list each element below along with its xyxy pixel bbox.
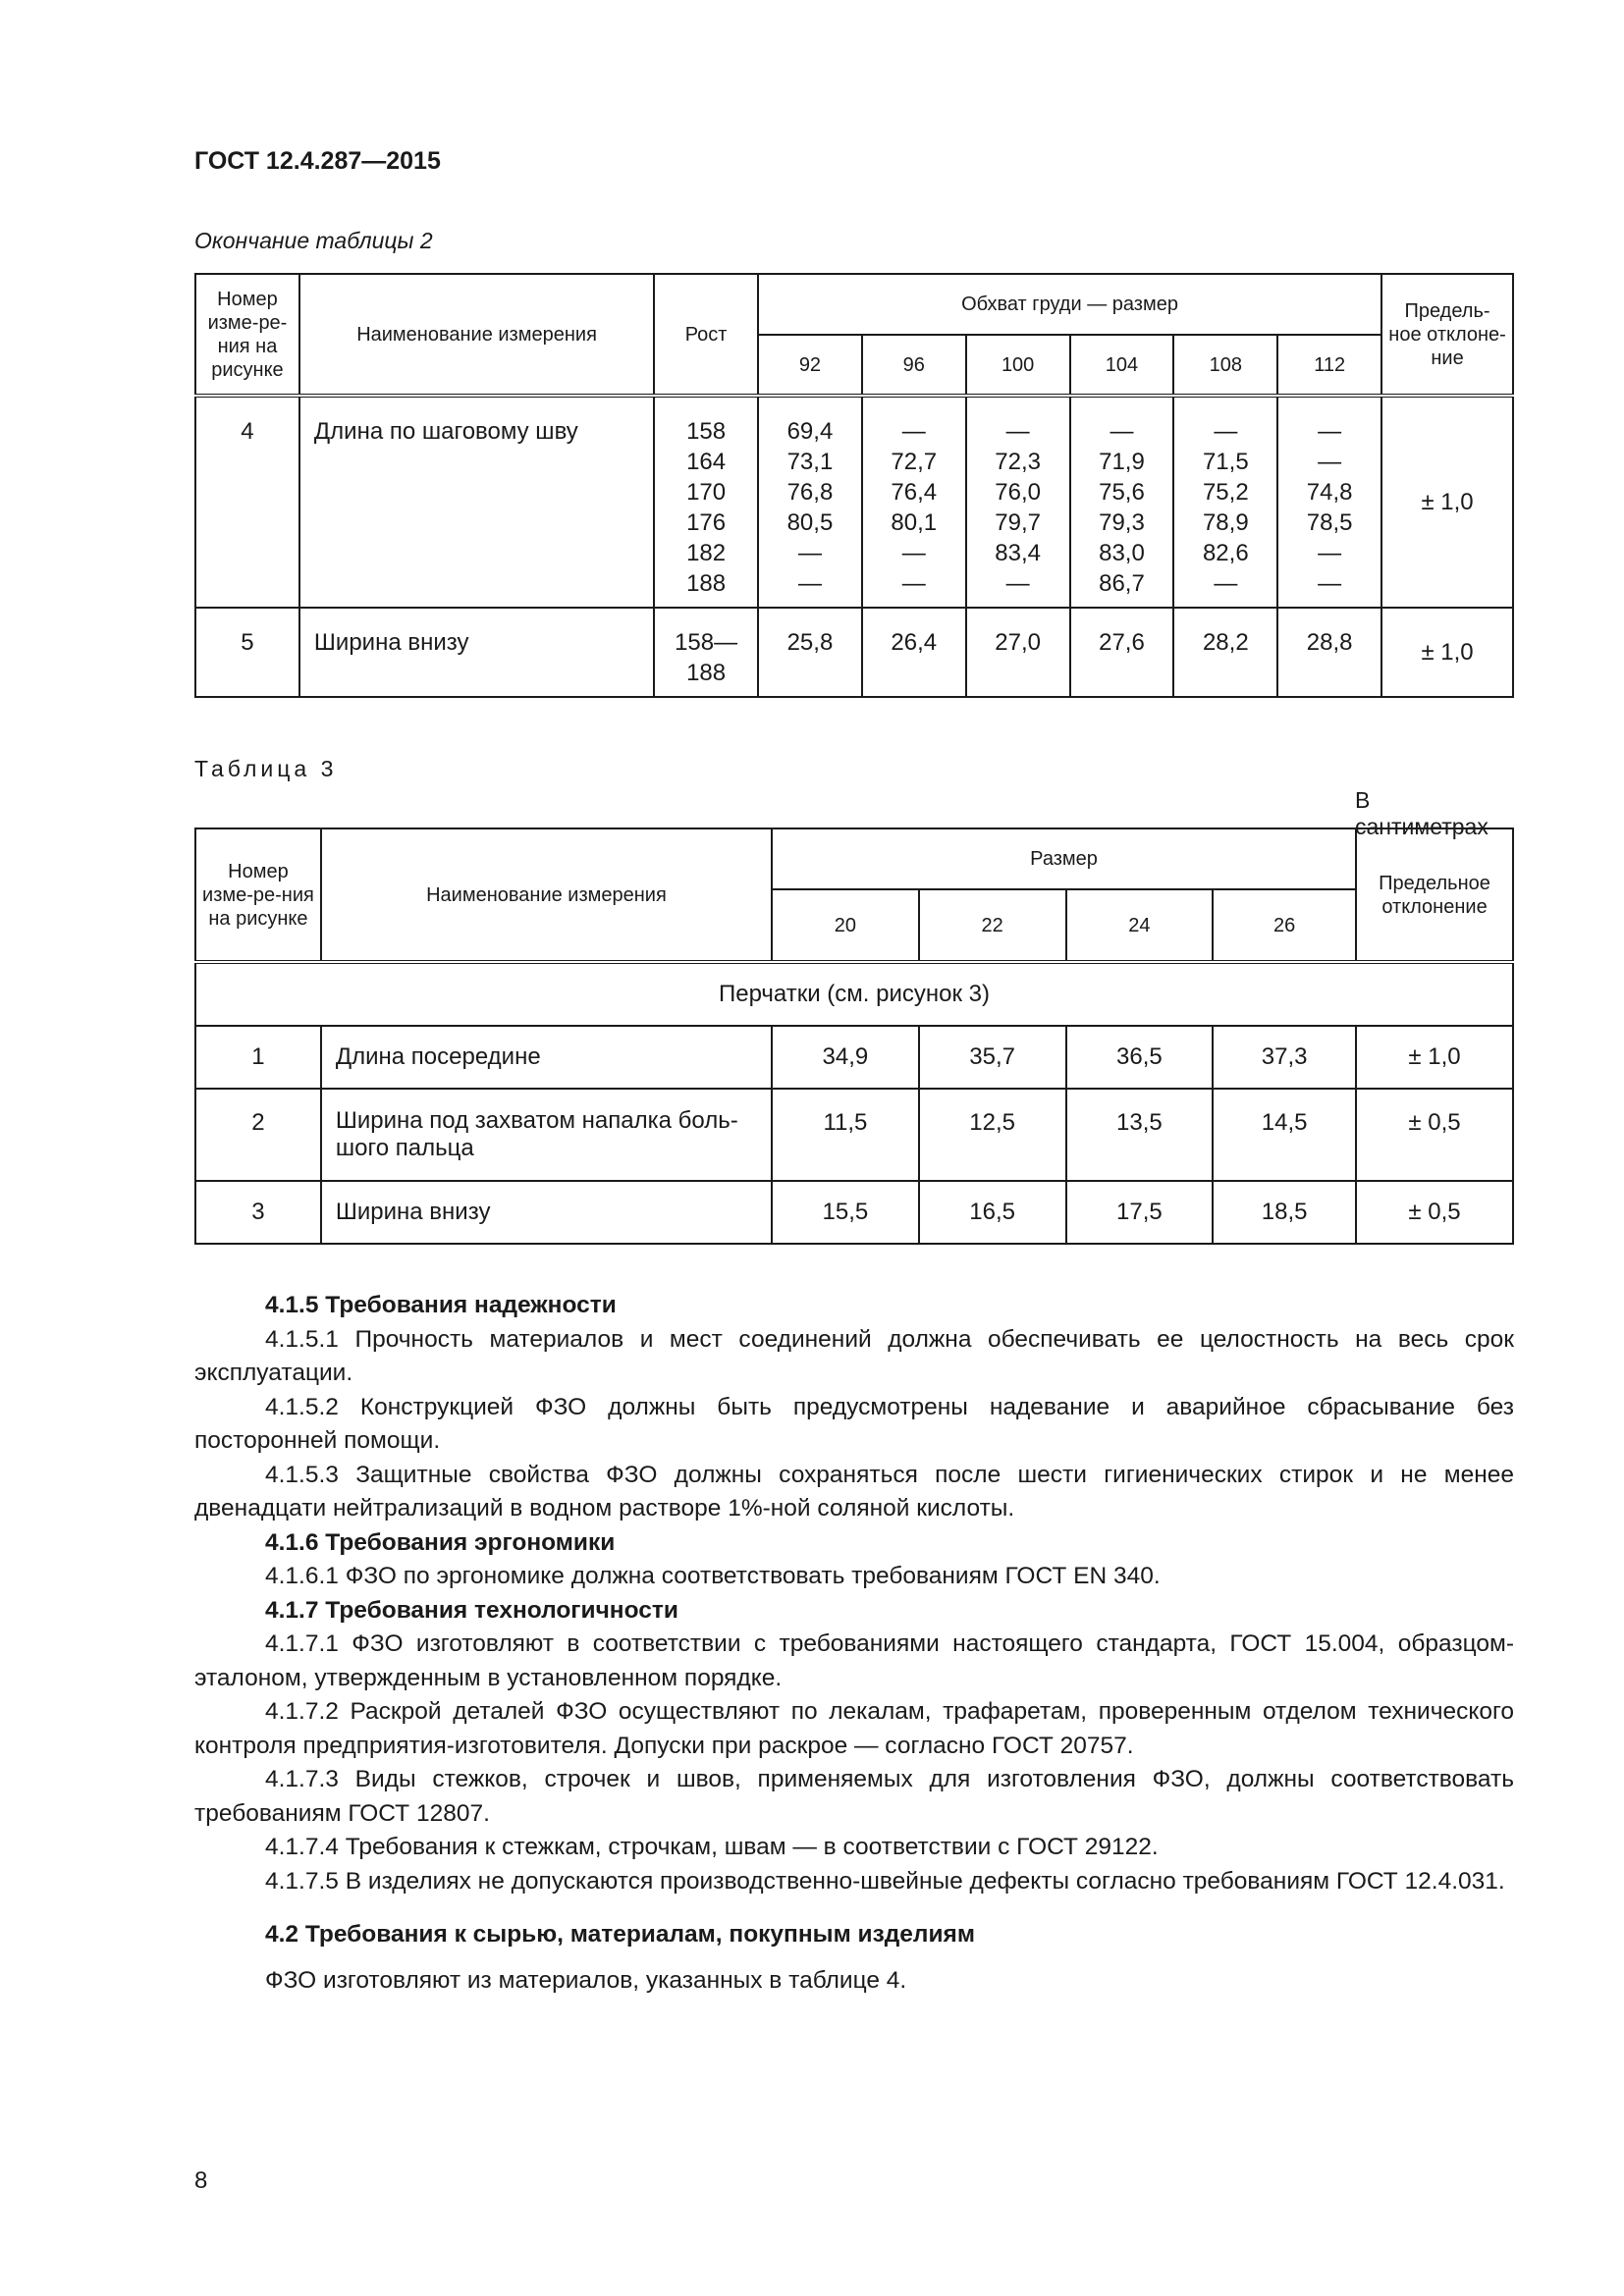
row-number: 1 bbox=[195, 1026, 321, 1089]
row-name: Ширина внизу bbox=[299, 608, 654, 697]
size-header: 26 bbox=[1213, 889, 1356, 962]
row-tolerance: ± 1,0 bbox=[1381, 396, 1513, 608]
size-header: 24 bbox=[1066, 889, 1214, 962]
paragraph: 4.1.7.2 Раскрой деталей ФЗО осуществляют по лекалам, трафаретам, проверенным отделом технического контроля предприятия-изготовителя. Допуски при раскрое — согласно ГОСТ 20757. bbox=[194, 1698, 1514, 1759]
col-group-header: Размер bbox=[772, 828, 1356, 889]
requirements-text bbox=[194, 1289, 1514, 1998]
section-title: Перчатки (см. рисунок 3) bbox=[195, 962, 1513, 1026]
size-header: 20 bbox=[772, 889, 919, 962]
value-cell: 28,8 bbox=[1277, 608, 1381, 697]
col-number-header: Номер изме-ре-ния на рисунке bbox=[195, 274, 299, 396]
value-column: — 72,3 76,0 79,7 83,4 — bbox=[966, 396, 1070, 608]
paragraph: 4.1.7.1 ФЗО изготовляют в соответствии с требованиями настоящего стандарта, ГОСТ 15.004, образцом-эталоном, утвержденным в установленном порядке. bbox=[194, 1630, 1514, 1691]
row-number: 4 bbox=[195, 396, 299, 608]
page-number: 8 bbox=[194, 2167, 208, 2194]
value-cell: 27,6 bbox=[1070, 608, 1174, 697]
paragraph: 4.1.5.3 Защитные свойства ФЗО должны сохраняться после шести гигиенических стирок и не менее двенадцати нейтрализаций в водном растворе 1%-ной соляной кислоты. bbox=[194, 1461, 1514, 1522]
size-header: 92 bbox=[758, 335, 862, 396]
value-cell: 14,5 bbox=[1213, 1089, 1356, 1181]
section-heading: 4.1.6 Требования эргономики bbox=[265, 1528, 616, 1556]
col-tolerance-header: Предельное отклонение bbox=[1356, 828, 1513, 962]
row-tolerance: ± 1,0 bbox=[1356, 1026, 1513, 1089]
row-tolerance: ± 1,0 bbox=[1381, 608, 1513, 697]
value-cell: 12,5 bbox=[919, 1089, 1066, 1181]
table-row bbox=[195, 1181, 1513, 1244]
table2-caption: Окончание таблицы 2 bbox=[194, 228, 433, 253]
value-column: 69,4 73,1 76,8 80,5 — — bbox=[758, 396, 862, 608]
row-tolerance: ± 0,5 bbox=[1356, 1089, 1513, 1181]
table-2 bbox=[194, 273, 1514, 698]
size-header: 22 bbox=[919, 889, 1066, 962]
table-row bbox=[195, 608, 1513, 697]
document-header: ГОСТ 12.4.287—2015 bbox=[194, 147, 441, 175]
height-range: 158— 188 bbox=[654, 608, 758, 697]
paragraph: 4.1.6.1 ФЗО по эргономике должна соответствовать требованиям ГОСТ EN 340. bbox=[265, 1563, 1161, 1589]
value-cell: 25,8 bbox=[758, 608, 862, 697]
col-number-header: Номер изме-ре-ния на рисунке bbox=[195, 828, 321, 962]
col-name-header: Наименование измерения bbox=[299, 274, 654, 396]
value-cell: 36,5 bbox=[1066, 1026, 1214, 1089]
value-cell: 18,5 bbox=[1213, 1181, 1356, 1244]
height-list: 158 164 170 176 182 188 bbox=[654, 396, 758, 608]
value-column: — 71,5 75,2 78,9 82,6 — bbox=[1173, 396, 1277, 608]
paragraph: 4.1.7.4 Требования к стежкам, строчкам, швам — в соответствии с ГОСТ 29122. bbox=[265, 1834, 1159, 1860]
col-name-header: Наименование измерения bbox=[321, 828, 772, 962]
section-heading: 4.1.7 Требования технологичности bbox=[265, 1596, 678, 1624]
row-number: 5 bbox=[195, 608, 299, 697]
row-name: Длина посередине bbox=[321, 1026, 772, 1089]
value-cell: 37,3 bbox=[1213, 1026, 1356, 1089]
row-tolerance: ± 0,5 bbox=[1356, 1181, 1513, 1244]
value-column: — 72,7 76,4 80,1 — — bbox=[862, 396, 966, 608]
section-heading: 4.1.5 Требования надежности bbox=[265, 1292, 617, 1318]
row-name: Длина по шаговому шву bbox=[299, 396, 654, 608]
value-column: — — 74,8 78,5 — — bbox=[1277, 396, 1381, 608]
value-cell: 28,2 bbox=[1173, 608, 1277, 697]
value-cell: 16,5 bbox=[919, 1181, 1066, 1244]
col-tolerance-header: Предель-ное отклоне-ние bbox=[1381, 274, 1513, 396]
value-cell: 11,5 bbox=[772, 1089, 919, 1181]
row-name: Ширина под захватом напалка боль-шого пальца bbox=[321, 1089, 772, 1181]
value-cell: 26,4 bbox=[862, 608, 966, 697]
paragraph: 4.1.5.1 Прочность материалов и мест соединений должна обеспечивать ее целостность на весь срок эксплуатации. bbox=[194, 1325, 1514, 1386]
table3-label: Таблица 3 bbox=[194, 756, 338, 781]
table-row bbox=[195, 1089, 1513, 1181]
value-cell: 17,5 bbox=[1066, 1181, 1214, 1244]
row-number: 2 bbox=[195, 1089, 321, 1181]
size-header: 96 bbox=[862, 335, 966, 396]
value-cell: 27,0 bbox=[966, 608, 1070, 697]
size-header: 100 bbox=[966, 335, 1070, 396]
row-name: Ширина внизу bbox=[321, 1181, 772, 1244]
table-row bbox=[195, 396, 1513, 608]
paragraph: ФЗО изготовляют из материалов, указанных в таблице 4. bbox=[265, 1966, 907, 1994]
table-3 bbox=[194, 828, 1514, 1245]
value-column: — 71,9 75,6 79,3 83,0 86,7 bbox=[1070, 396, 1174, 608]
section-heading: 4.2 Требования к сырью, материалам, покупным изделиям bbox=[265, 1921, 975, 1948]
value-cell: 34,9 bbox=[772, 1026, 919, 1089]
paragraph: 4.1.5.2 Конструкцией ФЗО должны быть предусмотрены надевание и аварийное сбрасывание без посторонней помощи. bbox=[194, 1393, 1514, 1454]
value-cell: 15,5 bbox=[772, 1181, 919, 1244]
paragraph: 4.1.7.5 В изделиях не допускаются производственно-швейные дефекты согласно требованиям ГОСТ 12.4.031. bbox=[265, 1867, 1505, 1895]
size-header: 104 bbox=[1070, 335, 1174, 396]
paragraph: 4.1.7.3 Виды стежков, строчек и швов, применяемых для изготовления ФЗО, должны соответствовать требованиям ГОСТ 12807. bbox=[194, 1766, 1514, 1827]
value-cell: 13,5 bbox=[1066, 1089, 1214, 1181]
col-height-header: Рост bbox=[654, 274, 758, 396]
col-group-header: Обхват груди — размер bbox=[758, 274, 1381, 335]
row-number: 3 bbox=[195, 1181, 321, 1244]
value-cell: 35,7 bbox=[919, 1026, 1066, 1089]
size-header: 108 bbox=[1173, 335, 1277, 396]
size-header: 112 bbox=[1277, 335, 1381, 396]
table-row bbox=[195, 1026, 1513, 1089]
table-section-row bbox=[195, 962, 1513, 1026]
